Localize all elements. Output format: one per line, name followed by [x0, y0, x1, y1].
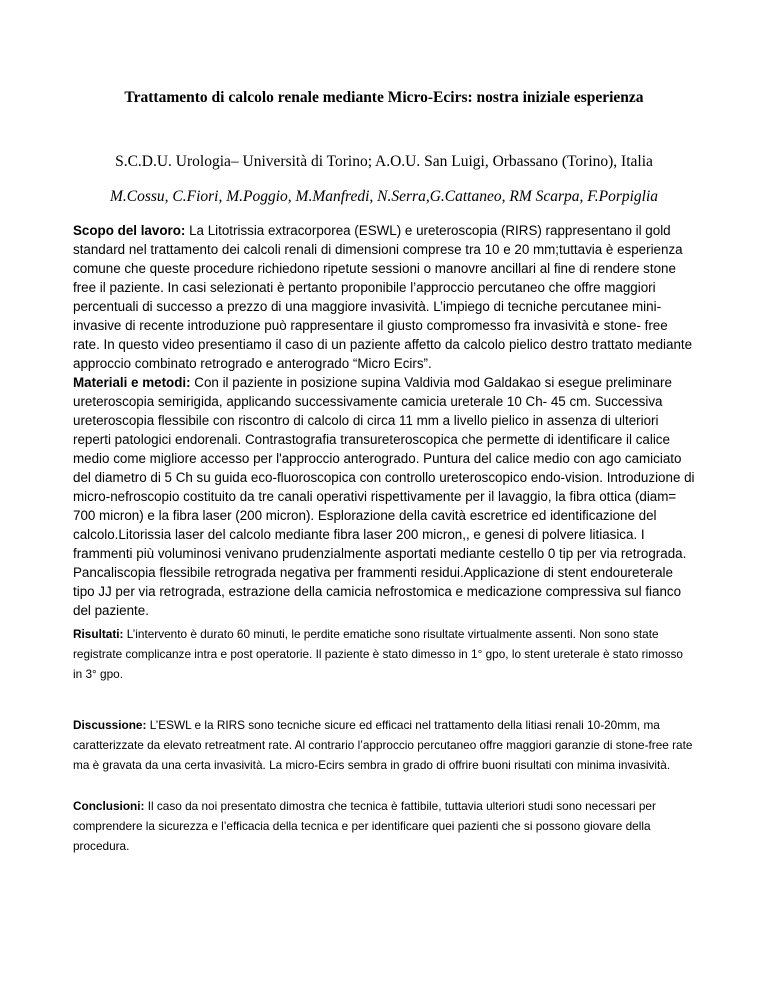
document-title: Trattamento di calcolo renale mediante Micro-Ecirs: nostra iniziale esperienza — [124, 89, 644, 106]
section-materiali-text: Con il paziente in posizione supina Valdivia mod Galdakao si esegue preliminare ureteroscopia semirigida, applicando successivamente camicia ureterale 10 Ch- 45 cm. Successiva ureteroscopia flessibile con riscontro di calcolo di circa 11 mm a livello pielico in assenza di ulteriori reperti patologici endorenali. Contrastografia transureteroscopica che permette di identificare il calice medio come migliore accesso per l'approccio anterogrado. Puntura del calice medio con ago camiciato del diametro di 5 Ch su guida eco-fluoroscopica con controllo ureteroscopico endo-vision. Introduzione di micro-nefroscopio costituito da tre canali operativi rispettivamente per il lavaggio, la fibra ottica (diam= 700 micron) e la fibra laser (200 micron). Esplorazione della cavità escretrice ed identificazione del calcolo.Litorissia laser del calcolo mediante fibra laser 200 micron,, e genesi di polvere litiasica. I frammenti più voluminosi venivano prudenzialmente asportati mediante cestello 0 tip per via retrograda. Pancaliscopia flessibile retrograda negativa per frammenti residui.Applicazione di stent endoureterale tipo JJ per via retrograda, estrazione della camicia nefrostomica e medicazione compressiva sul fianco del paziente. — [73, 375, 695, 618]
section-conclusioni-label: Conclusioni: — [73, 799, 145, 813]
section-conclusioni-text: Il caso da noi presentato dimostra che tecnica è fattibile, tuttavia ulteriori studi sono necessari per comprendere la sicurezza e l’efficacia della tecnica e per identificare quei pazienti che si possono giovare della procedura. — [73, 799, 656, 853]
affiliation: S.C.D.U. Urologia– Università di Torino; A.O.U. San Luigi, Orbassano (Torino), Italia — [115, 153, 653, 170]
section-discussione-text: L’ESWL e la RIRS sono tecniche sicure ed efficaci nel trattamento della litiasi renali 10-20mm, ma caratterizzate da elevato retreatment rate. Al contrario l’approccio percutaneo offre maggiori garanzie di stone-free rate ma è gravata da una certa invasività. La micro-Ecirs sembra in grado di offrire buoni risultati con minima invasività. — [73, 718, 693, 772]
section-materiali-label: Materiali e metodi: — [73, 375, 191, 390]
section-risultati-label: Risultati: — [73, 627, 124, 641]
authors: M.Cossu, C.Fiori, M.Poggio, M.Manfredi, N.Serra,G.Cattaneo, RM Scarpa, F.Porpiglia — [109, 188, 659, 205]
section-risultati-text: L’intervento è durato 60 minuti, le perdite ematiche sono risultate virtualmente assenti. Non sono state registrate complicanze intra e post operatorie. Il paziente è stato dimesso in 1° gpo, lo stent ureterale è stato rimosso in 3° gpo. — [73, 627, 683, 681]
section-risultati — [73, 624, 695, 684]
section-scopo — [73, 221, 695, 373]
section-conclusioni — [73, 796, 695, 856]
section-scopo-label: Scopo del lavoro: — [73, 223, 186, 238]
section-materiali — [73, 373, 695, 620]
section-scopo-text: La Litotrissia extracorporea (ESWL) e ureteroscopia (RIRS) rappresentano il gold standard nel trattamento dei calcoli renali di dimensioni comprese tra 10 e 20 mm;tuttavia è esperienza comune che queste procedure richiedono ripetute sessioni o manovre ancillari al fine di rendere stone free il paziente. In casi selezionati è pertanto proponibile l’approccio percutaneo che offre maggiori percentuali di successo a prezzo di una maggiore invasività. L’impiego di tecniche percutanee mini-invasive di recente introduzione può rappresentare il giusto compromesso fra invasività e stone- free rate. In questo video presentiamo il caso di un paziente affetto da calcolo pielico destro trattato mediante approccio combinato retrogrado e anterogrado “Micro Ecirs”. — [73, 223, 693, 371]
section-discussione — [73, 715, 695, 775]
section-discussione-label: Discussione: — [73, 718, 147, 732]
